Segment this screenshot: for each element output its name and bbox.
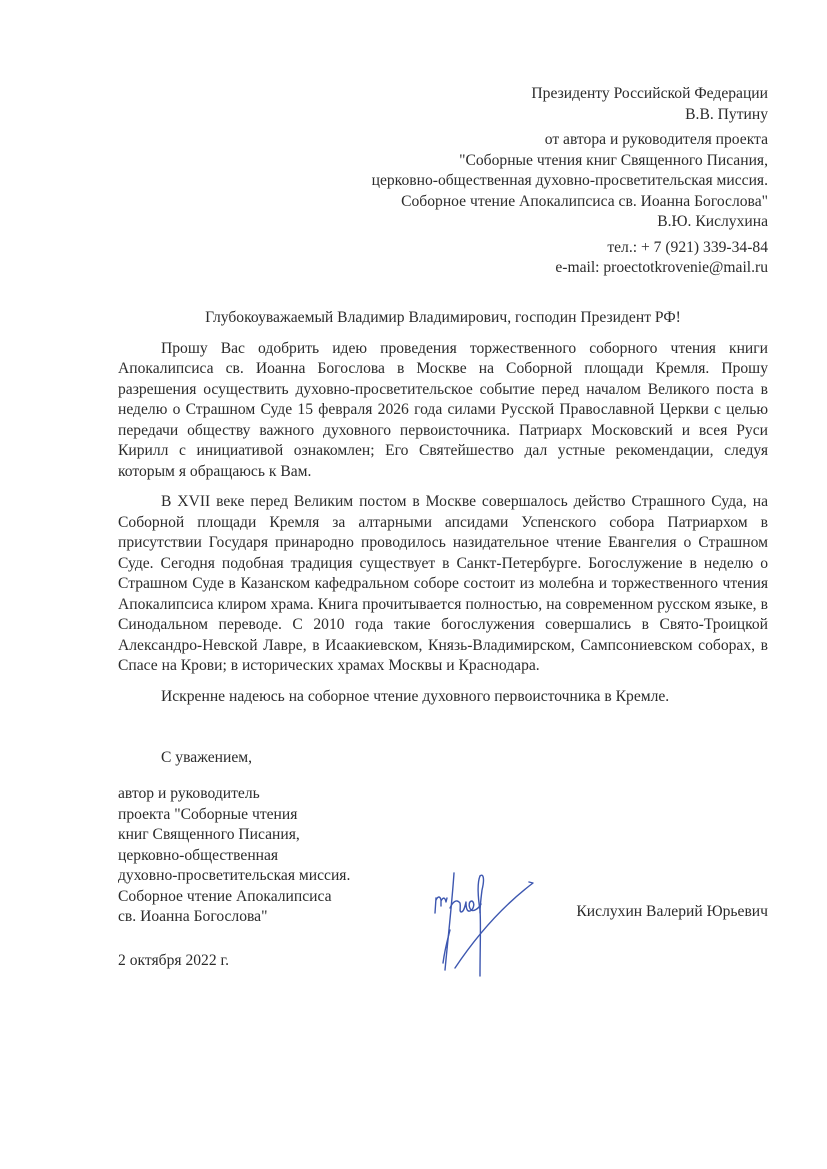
salutation: Глубокоуважаемый Владимир Владимирович, господин Президент РФ! (205, 309, 681, 326)
sender-line: церковно-общественная духовно-просветительская миссия. (371, 172, 768, 189)
author-line: автор и руководитель (118, 785, 260, 802)
letter-body (118, 308, 768, 717)
author-line: духовно-просветительская миссия. (118, 867, 351, 884)
recipient-line: Президенту Российской Федерации (531, 85, 768, 102)
handwritten-signature-icon (430, 868, 540, 978)
author-line: церковно-общественная (118, 846, 279, 864)
paragraph: В XVII веке перед Великим постом в Москве совершалось действо Страшного Суда, на Соборной площади Кремля за алтарными апсидами Успенского собора Патриархом в присутствии Государя принародно проводилось назидательное чтение Евангелия о Страшном Суде. Сегодня подобная традиция существует в Санкт-Петербурге. Богослужение в неделю о Страшном Суде в Казанском кафедральном соборе состоит из молебна и торжественного чтения Апокалипсиса клиром храма. Книга прочитывается полностью, на современном русском языке, в Синодальном переводе. С 2010 года такие богослужения совершались в Свято-Троицкой Александро-Невской Лавре, в Исаакиевском, Князь-Владимирском, Сампсониевском соборах, в Спасе на Крови; в исторических храмах Москвы и Краснодара. (118, 493, 768, 674)
letter-date: 2 октября 2022 г. (118, 952, 230, 969)
sender-line: "Соборные чтения книг Священного Писания, (459, 151, 768, 169)
sender-line: В.Ю. Кислухина (657, 213, 768, 230)
author-line: проекта "Соборные чтения (118, 805, 298, 823)
phone: тел.: + 7 (921) 339-34-84 (607, 238, 768, 256)
email: e-mail: proectotkrovenie@mail.ru (555, 259, 768, 276)
closing: С уважением, (161, 749, 253, 766)
sender-line: Соборное чтение Апокалипсиса св. Иоанна Богослова" (401, 192, 768, 210)
author-title-block (118, 784, 350, 928)
recipient-line: В.В. Путину (685, 105, 768, 123)
author-line: книг Священного Писания, (118, 826, 300, 843)
signer-name: Кислухин Валерий Юрьевич (576, 903, 768, 920)
contact-info (372, 238, 768, 279)
sender-line: от автора и руководителя проекта (544, 131, 768, 148)
author-line: св. Иоанна Богослова" (118, 908, 268, 925)
author-line: Соборное чтение Апокалипсиса (118, 887, 332, 905)
sender (372, 130, 768, 233)
addressee-block (372, 84, 768, 284)
recipient (372, 84, 768, 125)
paragraph: Прошу Вас одобрить идею проведения торжественного соборного чтения книги Апокалипсиса св. Иоанна Богослова в Москве на Соборной площади Кремля. Прошу разрешения осуществить духовно-просветительское событие перед началом Великого поста в неделю о Страшном Суде 15 февраля 2026 года силами Русской Православной Церкви с целью передачи обществу важного духовного первоисточника. Патриарх Московский и всея Руси Кирилл с инициативой ознакомлен; Его Святейшество дал устные рекомендации, следуя которым я обращаюсь к Вам. (118, 339, 768, 480)
paragraph: Искренне надеюсь на соборное чтение духовного первоисточника в Кремле. (161, 687, 670, 705)
